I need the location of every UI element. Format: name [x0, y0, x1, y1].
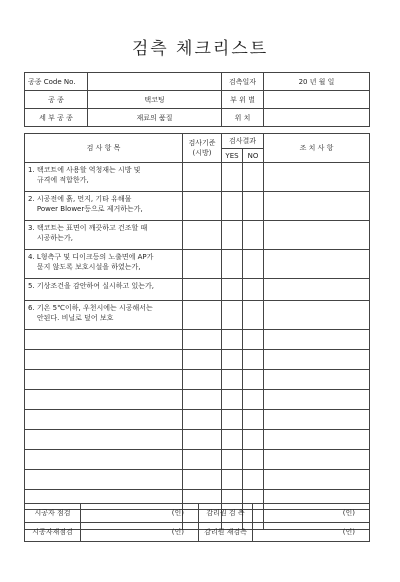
no-cell[interactable]	[243, 350, 264, 370]
item-cell	[25, 470, 183, 490]
checklist-row	[25, 330, 370, 350]
item-cell	[25, 410, 183, 430]
item-cell	[25, 450, 183, 470]
standard-cell[interactable]	[183, 470, 222, 490]
standard-cell[interactable]	[183, 370, 222, 390]
checklist-row	[25, 301, 370, 330]
standard-cell[interactable]	[183, 330, 222, 350]
item-cell: 3. 택코트는 표면이 깨끗하고 건조할 때 시공하는가,	[25, 221, 183, 250]
checklist-row	[25, 430, 370, 450]
yes-cell[interactable]	[222, 470, 243, 490]
checklist-row	[25, 410, 370, 430]
code-label: 공종 Code No.	[25, 73, 88, 91]
checklist-row	[25, 350, 370, 370]
standard-cell[interactable]	[183, 450, 222, 470]
standard-cell[interactable]	[183, 250, 222, 279]
yes-cell[interactable]	[222, 250, 243, 279]
action-cell[interactable]	[264, 350, 370, 370]
items-header: 검 사 항 목	[25, 134, 183, 163]
item-cell	[25, 350, 183, 370]
part-label: 부 위 별	[222, 91, 264, 109]
no-cell[interactable]	[243, 370, 264, 390]
detail-value[interactable]: 재료의 품질	[88, 109, 222, 127]
code-field[interactable]	[88, 73, 222, 91]
supervisor-inspect-label: 감리원 검 측	[199, 504, 253, 523]
yes-cell[interactable]	[222, 450, 243, 470]
no-cell[interactable]	[243, 430, 264, 450]
no-cell[interactable]	[243, 279, 264, 301]
yes-cell[interactable]	[222, 301, 243, 330]
work-value[interactable]: 택코팅	[88, 91, 222, 109]
no-cell[interactable]	[243, 301, 264, 330]
no-cell[interactable]	[243, 330, 264, 350]
item-cell: 2. 시공전에 흙, 먼지, 기타 유해물 Power Blower등으로 제거하는가,	[25, 192, 183, 221]
checklist-row	[25, 279, 370, 301]
no-cell[interactable]	[243, 450, 264, 470]
action-cell[interactable]	[264, 370, 370, 390]
standard-header: 검사기준 (시방)	[183, 134, 222, 163]
yes-cell[interactable]	[222, 370, 243, 390]
yes-cell[interactable]	[222, 390, 243, 410]
item-cell: 5. 기상조건을 감안하여 실시하고 있는가,	[25, 279, 183, 301]
date-label: 검측일자	[222, 73, 264, 91]
item-cell	[25, 370, 183, 390]
supervisor-reinspect-seal[interactable]: (인)	[253, 523, 370, 542]
action-cell[interactable]	[264, 279, 370, 301]
contractor-recheck-seal[interactable]: (인)	[81, 523, 199, 542]
action-cell[interactable]	[264, 450, 370, 470]
location-label: 위 치	[222, 109, 264, 127]
action-cell[interactable]	[264, 301, 370, 330]
detail-label: 세 부 공 종	[25, 109, 88, 127]
no-cell[interactable]	[243, 390, 264, 410]
no-cell[interactable]	[243, 192, 264, 221]
standard-cell[interactable]	[183, 301, 222, 330]
no-cell[interactable]	[243, 250, 264, 279]
part-field[interactable]	[264, 91, 370, 109]
yes-cell[interactable]	[222, 350, 243, 370]
action-cell[interactable]	[264, 221, 370, 250]
contractor-check-seal[interactable]: (인)	[81, 504, 199, 523]
no-header: NO	[243, 149, 264, 163]
standard-cell[interactable]	[183, 192, 222, 221]
no-cell[interactable]	[243, 410, 264, 430]
no-cell[interactable]	[243, 221, 264, 250]
yes-cell[interactable]	[222, 163, 243, 192]
standard-cell[interactable]	[183, 221, 222, 250]
checklist-row	[25, 250, 370, 279]
checklist-row	[25, 470, 370, 490]
standard-cell[interactable]	[183, 279, 222, 301]
contractor-check-label: 시공자 점검	[25, 504, 81, 523]
supervisor-inspect-seal[interactable]: (인)	[253, 504, 370, 523]
no-cell[interactable]	[243, 470, 264, 490]
action-cell[interactable]	[264, 430, 370, 450]
item-cell: 4. L형측구 및 디이크등의 노출면에 AP가 묻지 않도록 보호시설을 하였는가,	[25, 250, 183, 279]
item-cell: 6. 기온 5℃이하, 우천시에는 시공해서는 안된다. 비닐로 덮어 보호	[25, 301, 183, 330]
item-cell	[25, 390, 183, 410]
yes-cell[interactable]	[222, 430, 243, 450]
checklist-row	[25, 192, 370, 221]
action-cell[interactable]	[264, 470, 370, 490]
action-cell[interactable]	[264, 192, 370, 221]
yes-cell[interactable]	[222, 330, 243, 350]
item-cell	[25, 430, 183, 450]
date-value[interactable]: 20 년 월 일	[264, 73, 370, 91]
result-header: 검사결과	[222, 134, 264, 149]
checklist-row	[25, 390, 370, 410]
standard-cell[interactable]	[183, 390, 222, 410]
standard-cell[interactable]	[183, 350, 222, 370]
work-label: 공 종	[25, 91, 88, 109]
checklist-row	[25, 221, 370, 250]
checklist-row	[25, 163, 370, 192]
yes-cell[interactable]	[222, 221, 243, 250]
action-cell[interactable]	[264, 410, 370, 430]
signoff-table	[24, 503, 370, 542]
yes-cell[interactable]	[222, 192, 243, 221]
header-info-table	[24, 72, 370, 127]
item-cell	[25, 330, 183, 350]
action-header: 조 치 사 항	[264, 134, 370, 163]
yes-header: YES	[222, 149, 243, 163]
standard-cell[interactable]	[183, 410, 222, 430]
action-cell[interactable]	[264, 163, 370, 192]
standard-cell[interactable]	[183, 163, 222, 192]
location-field[interactable]	[264, 109, 370, 127]
yes-cell[interactable]	[222, 279, 243, 301]
action-cell[interactable]	[264, 250, 370, 279]
no-cell[interactable]	[243, 163, 264, 192]
standard-cell[interactable]	[183, 430, 222, 450]
checklist-table	[24, 133, 370, 530]
page-title: 검측 체크리스트	[131, 39, 269, 59]
supervisor-reinspect-label: 감리원 재검측	[199, 523, 253, 542]
checklist-row	[25, 450, 370, 470]
item-cell: 1. 택코트에 사용할 역청재는 시방 및 규격에 적합한가,	[25, 163, 183, 192]
action-cell[interactable]	[264, 390, 370, 410]
contractor-recheck-label: 시공자재점검	[25, 523, 81, 542]
action-cell[interactable]	[264, 330, 370, 350]
checklist-row	[25, 370, 370, 390]
yes-cell[interactable]	[222, 410, 243, 430]
